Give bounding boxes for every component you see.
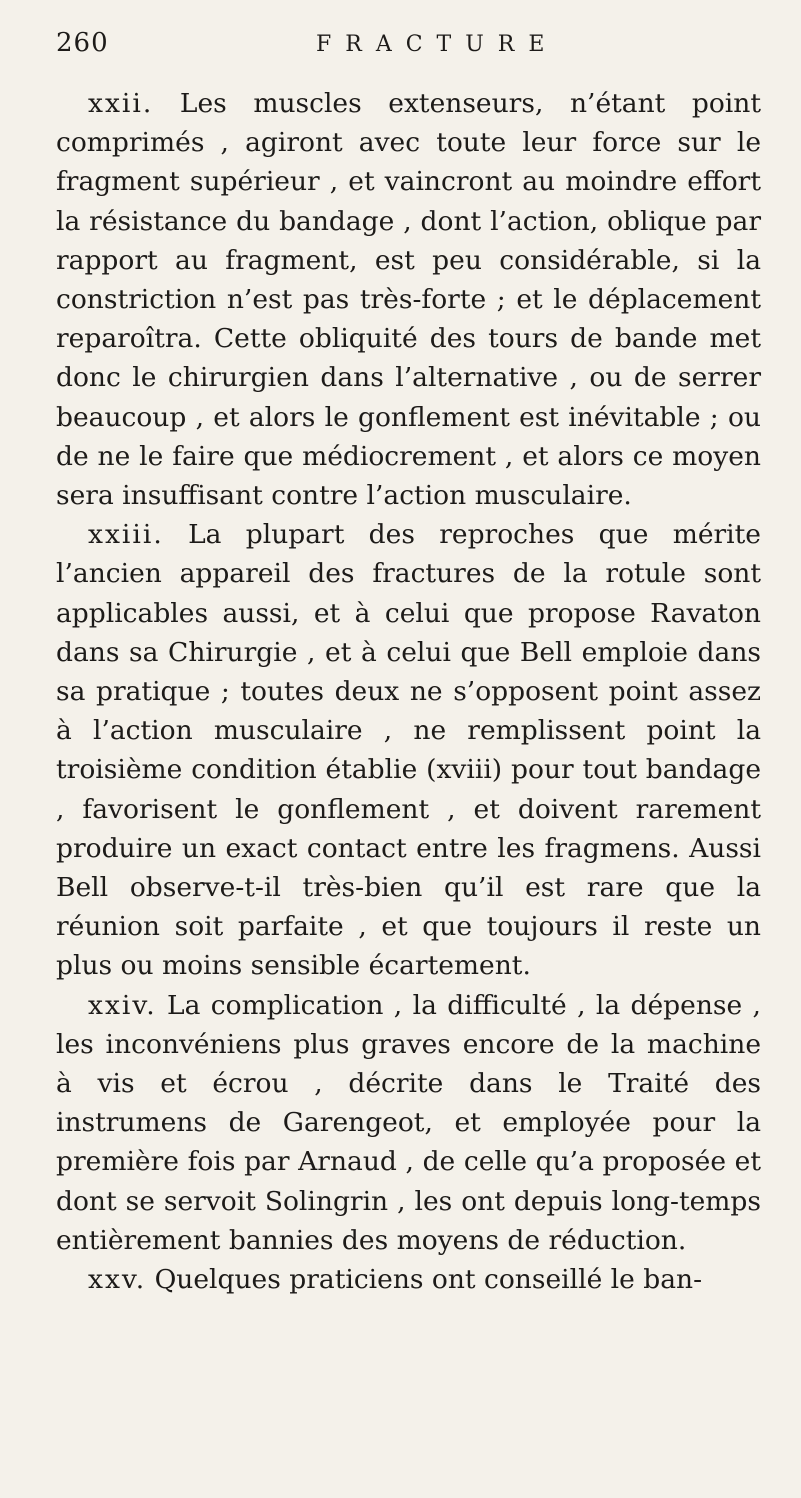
page-body (56, 84, 761, 1299)
page-header (56, 28, 761, 84)
paragraph-xxii (56, 84, 761, 515)
paragraph-number: xxii. (88, 88, 154, 119)
running-title: FRACTURE (316, 32, 559, 57)
paragraph-text: Les muscles extenseurs, n’étant point comprimés , agiront avec toute leur force sur le fragment supérieur , et vaincront au moindre effort la résistance du bandage , dont l’action, oblique par rapport au fragment, est peu considérable, si la constriction n’est pas très-forte ; et le déplacement reparoîtra. Cette obliquité des tours de bande met donc le chirurgien dans l’alternative , ou de serrer beaucoup , et alors le gonflement est inévitable ; ou de ne le faire que médiocrement , et alors ce moyen sera insuffisant contre l’action musculaire. (56, 88, 761, 512)
paragraph-number: xxiii. (88, 519, 164, 551)
paragraph-text: Quelques praticiens ont conseillé le ban- (154, 1264, 703, 1296)
page-number: 260 (56, 28, 109, 58)
paragraph-xxv (56, 1260, 761, 1299)
paragraph-text: La complication , la difficulté , la dépense , les inconvéniens plus graves encore de la machine à vis et écrou , décrite dans le Traité des instrumens de Garengeot, et employée pour la première fois par Arnaud , de celle qu’a proposée et dont se servoit Solingrin , les ont depuis long-temps entièrement bannies des moyens de réduction. (56, 989, 761, 1256)
paragraph-number: xxiv. (88, 989, 157, 1021)
paragraph-number: xxv. (88, 1264, 147, 1296)
paragraph-text: La plupart des reproches que mérite l’ancien appareil des fractures de la rotule sont applicables aussi, et à celui que propose Ravaton dans sa Chirurgie , et à celui que Bell emploie dans sa pratique ; toutes deux ne s’opposent point assez à l’action musculaire , ne remplissent point la troisième condition établie (xviii) pour tout bandage , favorisent le gonflement , et doivent rarement produire un exact contact entre les fragmens. Aussi Bell observe-t-il très-bien qu’il est rare que la réunion soit parfaite , et que toujours il reste un plus ou moins sensible écartement. (56, 519, 761, 982)
paragraph-xxiv (56, 986, 761, 1260)
paragraph-xxiii (56, 515, 761, 985)
